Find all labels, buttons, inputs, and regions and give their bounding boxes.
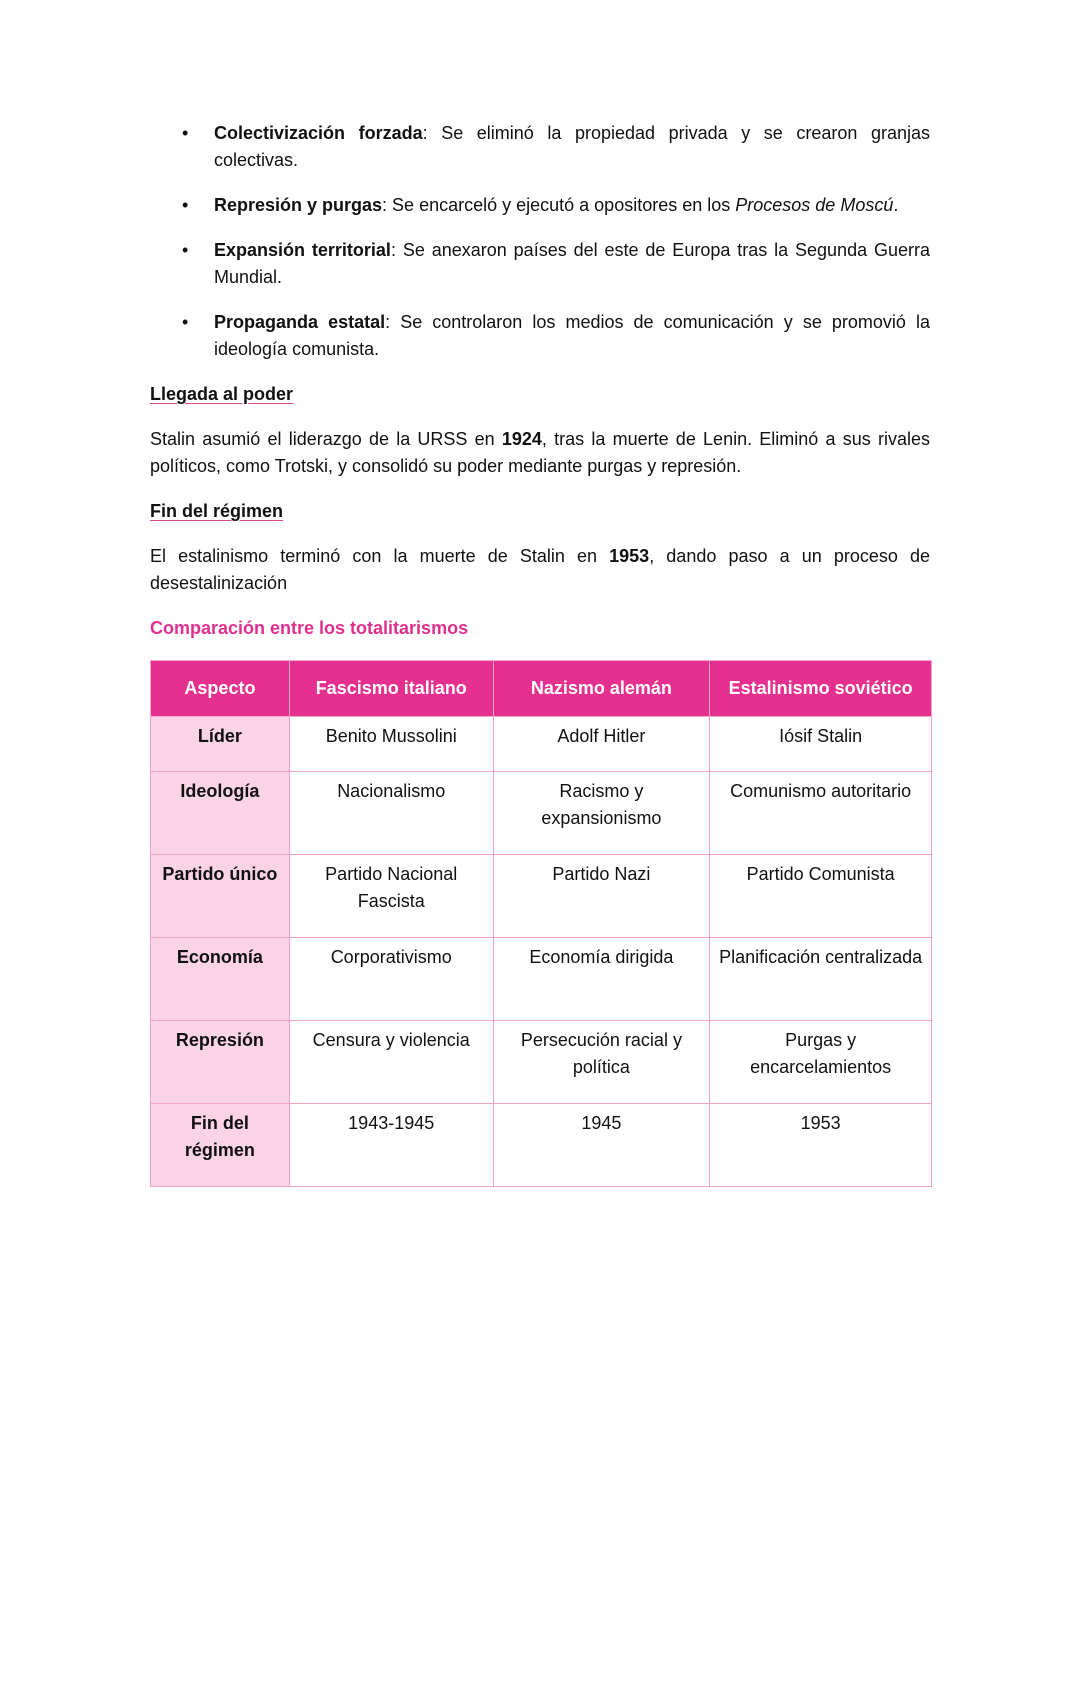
table-cell: Benito Mussolini: [289, 717, 493, 772]
table-row: [151, 938, 932, 1021]
table-cell: Nacionalismo: [289, 772, 493, 855]
table-row: [151, 1021, 932, 1104]
header-cell-fascismo: Fascismo italiano: [289, 661, 493, 717]
heading-llegada-al-poder: Llegada al poder: [150, 384, 294, 404]
table-cell: Iósif Stalin: [710, 717, 932, 772]
bullet-description: : Se eliminó la propiedad privada y se crearon granjas colectivas.: [214, 123, 930, 170]
bullet-term: Represión y purgas: [214, 195, 383, 215]
heading-fin-del-regimen: Fin del régimen: [150, 501, 284, 521]
bullet-description: : Se encarceló y ejecutó a opositores en los: [382, 195, 736, 215]
paragraph-year: 1924: [501, 429, 542, 449]
table-row: [151, 717, 932, 772]
table-row: [151, 855, 932, 938]
row-header-cell: Represión: [151, 1021, 290, 1104]
bullet-dot-icon: •: [182, 123, 189, 143]
table-cell: Planificación centralizada: [710, 938, 932, 1021]
bullet-colectivizacion: [150, 120, 930, 174]
header-cell-nazismo: Nazismo alemán: [493, 661, 710, 717]
table-cell: Corporativismo: [289, 938, 493, 1021]
bullet-term: Propaganda estatal: [214, 312, 386, 332]
table-cell: Racismo y expansionismo: [493, 772, 710, 855]
comparison-table: [150, 660, 932, 1187]
paragraph-fin: [150, 543, 930, 597]
table-cell: Adolf Hitler: [493, 717, 710, 772]
table-cell: 1945: [493, 1104, 710, 1187]
bullet-dot-icon: •: [182, 195, 189, 215]
bullet-dot-icon: •: [182, 312, 189, 332]
bullet-end: .: [893, 195, 899, 215]
table-cell: Partido Nacional Fascista: [289, 855, 493, 938]
paragraph-text: Stalin asumió el liderazgo de la URSS en: [150, 429, 502, 449]
paragraph-text: , tras la muerte de Lenin. Eliminó a sus rivales políticos, como Trotski, y consolidó su poder mediante purgas y represión.: [150, 429, 930, 476]
row-header-cell: Partido único: [151, 855, 290, 938]
bullet-expansion: [150, 237, 930, 291]
row-header-cell: Economía: [151, 938, 290, 1021]
bullet-term: Expansión territorial: [214, 240, 391, 260]
bullet-italic-term: Procesos de Moscú: [735, 195, 894, 215]
table-cell: Partido Nazi: [493, 855, 710, 938]
bullet-term: Colectivización forzada: [214, 123, 423, 143]
bullet-description: : Se anexaron países del este de Europa tras la Segunda Guerra Mundial.: [214, 240, 930, 287]
table-cell: Censura y violencia: [289, 1021, 493, 1104]
table-cell: Comunismo autoritario: [710, 772, 932, 855]
table-header-row: [151, 661, 932, 717]
row-header-cell: Líder: [151, 717, 290, 772]
paragraph-llegada: [150, 426, 930, 480]
table-cell: Purgas y encarcelamientos: [710, 1021, 932, 1104]
paragraph-year: 1953: [609, 546, 650, 566]
row-header-cell: Ideología: [151, 772, 290, 855]
paragraph-text: , dando paso a un proceso de desestalinización: [150, 546, 930, 593]
paragraph-text: El estalinismo terminó con la muerte de Stalin en: [150, 546, 610, 566]
bullet-propaganda: [150, 309, 930, 363]
bullet-dot-icon: •: [182, 240, 189, 260]
table-cell: 1953: [710, 1104, 932, 1187]
table-cell: Persecución racial y política: [493, 1021, 710, 1104]
table-cell: 1943-1945: [289, 1104, 493, 1187]
header-cell-aspecto: Aspecto: [151, 661, 290, 717]
bullet-description: : Se controlaron los medios de comunicación y se promovió la ideología comunista.: [214, 312, 930, 359]
policy-bullet-list: [150, 120, 930, 363]
bullet-represion: [150, 192, 930, 219]
row-header-cell: Fin del régimen: [151, 1104, 290, 1187]
table-row: [151, 772, 932, 855]
header-cell-estalinismo: Estalinismo soviético: [710, 661, 932, 717]
comparison-title: Comparación entre los totalitarismos: [150, 618, 469, 638]
table-cell: Economía dirigida: [493, 938, 710, 1021]
document-page: [150, 120, 930, 1187]
table-row: [151, 1104, 932, 1187]
table-cell: Partido Comunista: [710, 855, 932, 938]
